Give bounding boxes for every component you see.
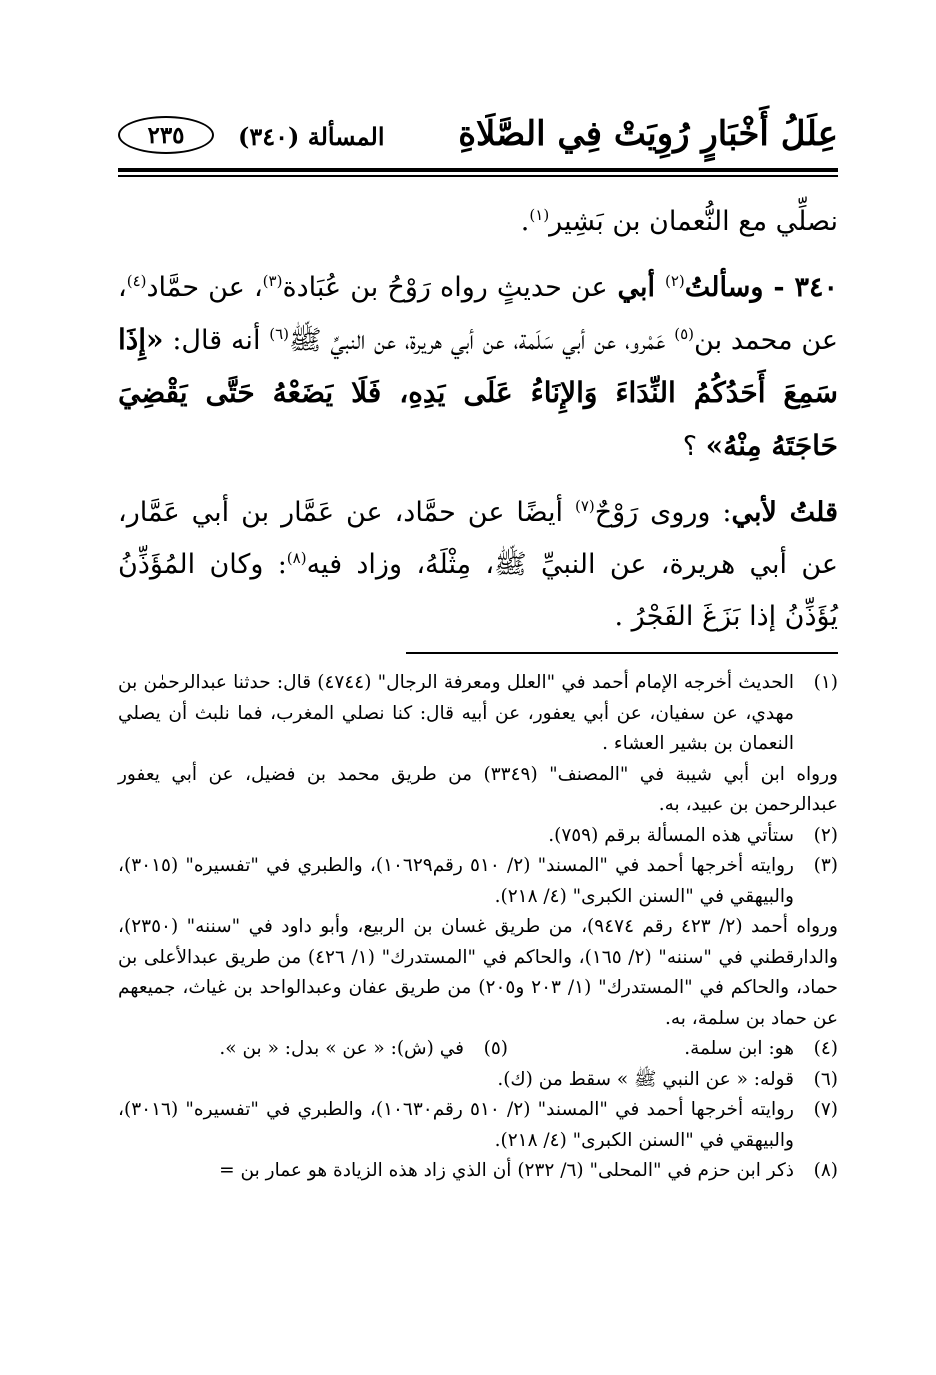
footnote-8 — [118, 1156, 838, 1187]
question-asked: وسألتُ — [684, 272, 764, 303]
footnote-number: (٨) — [813, 1160, 838, 1181]
footnote-text: روايته أخرجها أحمد في "المسند" (٢/ ٥١٠ رقم١٠٦٣٠)، والطبري في "تفسيره" (٣٠١٦)، والبيهقي في "السنن الكبرى" (٤/ ٢١٨). — [118, 1099, 794, 1151]
continued-line: نصلِّي مع النُّعمان بن بَشِير$^{(١)}$. — [520, 206, 838, 237]
footnote-number: (٤) — [813, 1038, 838, 1059]
footnote-number: (٢) — [813, 824, 838, 846]
footnote-text: هو: ابن سلمة. — [684, 1038, 794, 1059]
footnote-4 — [508, 1034, 838, 1065]
footnote-text: روايته أخرجها أحمد في "المسند" (٢/ ٥١٠ رقم١٠٦٢٩)، والطبري في "تفسيره" (٣٠١٥)، والبيهقي في "السنن الكبرى" (٤/ ٢١٨). — [118, 855, 794, 907]
question-text-1: عن حديثٍ رواه رَوْحُ بن عُبَادة — [282, 272, 608, 303]
footnote-number: (٥) — [483, 1038, 508, 1059]
footnote-number: (١) — [813, 672, 838, 693]
footnote-number: (٣) — [813, 855, 838, 876]
footnote-ref-5: (٥) — [674, 325, 695, 343]
continued-text: نصلِّي مع النُّعمان بن بَشِير — [549, 206, 838, 237]
answer-label: قلتُ لأبي — [731, 497, 838, 528]
footnote-ref-8: (٨) — [286, 549, 307, 567]
footnotes-4-5 — [118, 1034, 838, 1065]
footnote-ref-3: (٣) — [262, 272, 283, 290]
footnote-text: ورواه أحمد (٢/ ٤٢٣ رقم ٩٤٧٤)، من طريق غسان بن الربيع، وأبو داود في "سننه" (٢٣٥٠)، والدارقطني في "سننه" (٢/ ١٦٥)، والحاكم في "المستدرك" (١/ ٤٢٦) من طريق عبدالأعلى بن حماد، والحاكم في "المستدرك" (١/ ٢٠٣ و٢٠٥) من طريق عفان وعبدالواحد بن غياث، جميعهم عن حماد بن سلمة، به. — [118, 916, 838, 1029]
answer-paragraph — [118, 487, 838, 643]
footnote-text: ستأتي هذه المسألة برقم (٧٥٩). — [548, 824, 794, 846]
footnote-text: قوله: « عن النبي ﷺ » سقط من (ك). — [497, 1068, 794, 1090]
header-rule-thick — [118, 168, 838, 172]
header-rule-thin — [118, 175, 838, 177]
footnote-1 — [118, 668, 838, 760]
footnotes — [118, 668, 838, 1187]
footnote-ref-4: (٤) — [126, 272, 147, 290]
footnote-text: ورواه ابن أبي شيبة في "المصنف" (٣٣٤٩) من طريق محمد بن فضيل، عن أبي يعفور عبدالرحمن بن عبيد، به. — [118, 763, 838, 815]
footnote-number: (٧) — [813, 1099, 838, 1120]
footnote-number: (٦) — [813, 1068, 838, 1090]
footnote-text: ذكر ابن حزم في "المحلى" (٦/ ٢٣٢) أن الذي زاد هذه الزيادة هو عمار بن = — [219, 1160, 794, 1181]
footnote-ref-1: (١) — [529, 206, 550, 224]
page-number: ٢٣٥ — [118, 116, 214, 154]
book-title: عِلَلُ أَخْبَارٍ رُوِيَتْ فِي الصَّلَاةِ — [458, 114, 838, 154]
question-text-4: عَمْرو، عن أبي سَلَمة، عن أبي هريرة، عن النبيِّ ﷺ — [289, 325, 675, 356]
footnote-text: الحديث أخرجه الإمام أحمد في "العلل ومعرفة الرجال" (٤٧٤٤) قال: حدثنا عبدالرحمٰن بن مهدي، عن سفيان، عن أبي يعفور، عن أبيه قال: كنا نصلي المغرب، فما نلبث أن يصلي النعمان بن بشير العشاء . — [118, 672, 795, 754]
question-text-5: أنه قال: — [163, 325, 270, 356]
main-text — [118, 196, 838, 657]
footnote-ref-2: (٢) — [664, 272, 685, 290]
page-header — [118, 108, 838, 166]
footnote-6 — [118, 1065, 838, 1096]
footnote-7 — [118, 1095, 838, 1156]
footnote-5 — [178, 1034, 508, 1065]
footnote-2 — [118, 821, 838, 852]
question-paragraph — [118, 262, 838, 473]
question-text-3: ، عن محمد بن — [118, 272, 838, 356]
footnote-3 — [118, 851, 838, 912]
footnote-separator — [406, 652, 838, 654]
answer-text-2: أيضًا عن حمَّاد، عن عَمَّار بن أبي عَمَّار، عن أبي هريرة، عن النبيِّ ﷺ، مِثْلَهُ، وزاد فيه — [118, 497, 838, 580]
answer-text-1: : وروى رَوْحٌ — [594, 497, 732, 528]
footnote-text: في (ش): « عن » بدل: « بن ». — [219, 1038, 464, 1059]
footnote-ref-7: (٧) — [574, 497, 595, 515]
footnote-ref-6: (٦) — [269, 325, 290, 343]
question-number: ٣٤٠ - — [763, 272, 839, 303]
question-end: ؟ — [682, 431, 706, 462]
issue-number: المسألة (٣٤٠) — [238, 122, 385, 151]
question-abi: أبي — [607, 272, 665, 303]
question-text-2: ، عن حمَّاد — [146, 272, 263, 303]
footnote-1-continued — [118, 760, 838, 821]
footnote-3-continued — [118, 912, 838, 1034]
hadith-text: «إِذَا سَمِعَ أَحَدُكُمُ النِّدَاءَ وَالإِنَاءُ عَلَى يَدِهِ، فَلَا يَضَعْهُ حَتَّى يَقْضِيَ حَاجَتَهُ مِنْهُ» — [118, 323, 838, 462]
answer-text-3: : وكان المُؤَذِّنُ يُؤَذِّنُ إذا بَزَغَ الفَجْرُ . — [118, 549, 838, 632]
